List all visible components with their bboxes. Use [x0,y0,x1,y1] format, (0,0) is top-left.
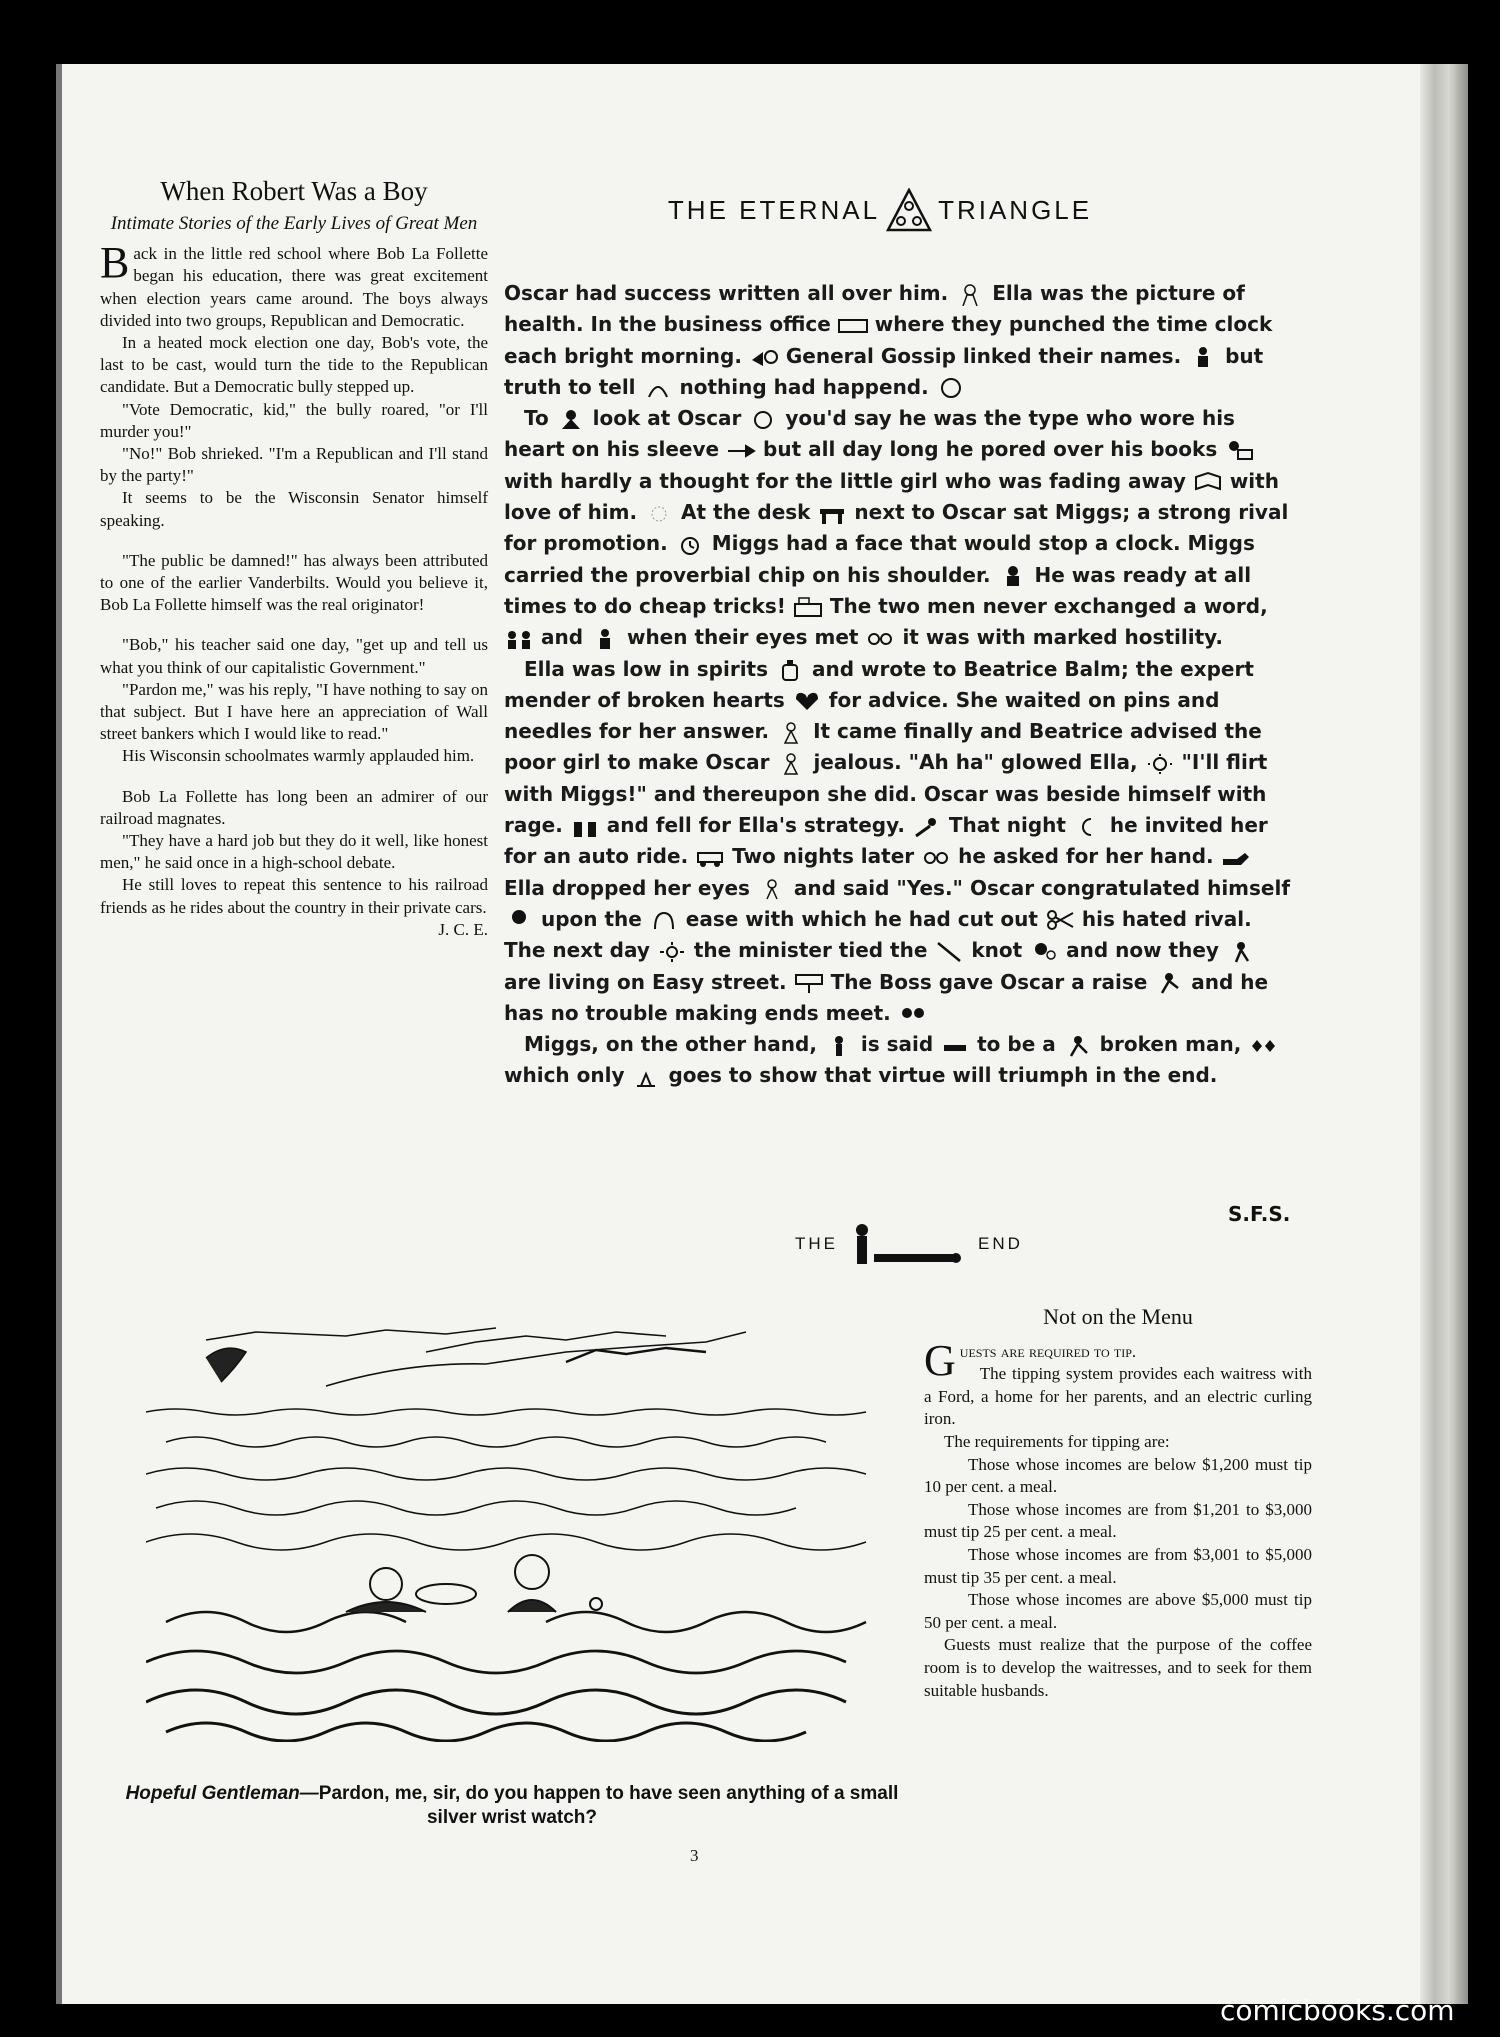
eyes-meet-icon [865,628,895,650]
menu-paragraph: The requirements for tipping are: [944,1431,1170,1451]
living-figure-icon [1226,941,1256,963]
the-end [795,1222,1023,1266]
page-edges [1420,64,1468,2004]
oscar-face-icon [748,409,778,431]
triangle-icon [886,188,932,232]
triangle-title-right: TRIANGLE [938,194,1093,225]
period-clock-icon [936,377,966,399]
knot-figure-icon [934,941,964,963]
robert-paragraph: "Pardon me," was his reply, "I have nothing to say on that subject. But I have here an appreciation of Wall street bankers which I would like to read." [100,679,488,744]
robert-paragraph: "The public be damned!" has always been attributed to one of the earlier Vanderbilts. Would you believe it, Bob La Follette himself was the real originator! [100,550,488,615]
robert-paragraph: "No!" Bob shrieked. "I'm a Republican and I'll stand by the party!" [100,444,488,486]
robert-paragraph: He still loves to repeat this sentence to his railroad friends as he rides about the country in their private cars. [100,875,488,917]
fading-figure-icon [644,503,674,525]
caption-speaker: Hopeful Gentleman— [125,1783,319,1804]
robert-dropcap: B [100,238,130,288]
word-figures-icon [504,628,534,650]
menu-dropcap: G [924,1335,956,1385]
story-paragraph: To look at Oscar you'd say he was the type who wore his heart on his sleeve but all day long he pored over his books with hardly a thought for the little girl who was fading away with love of him. At the desk next to Oscar sat Miggs; a strong rival for promotion. Miggs had a face that would stop a clock. Miggs carried the proverbial chip on his shoulder. He was ready at all times to do cheap tricks! The two men never exchanged a word, and when their eyes met it was with marked hostility. [504,406,1289,650]
ella-figure-icon [776,753,806,775]
night-moon-icon [1073,816,1103,838]
sun-icon [657,941,687,963]
menu-article [924,1306,1312,1702]
self-figure-icon [504,909,534,931]
auto-car-icon [695,847,725,869]
triangle-title [660,188,1100,232]
said-figure-icon [940,1035,970,1057]
writer-figure-icon [955,284,985,306]
two-moons-icon [921,847,951,869]
raise-figure-icon [1154,972,1184,994]
menu-title: Not on the Menu [1043,1304,1193,1329]
stopped-clock-icon [675,534,705,556]
cartoon-caption [112,1782,912,1830]
robert-paragraph: In a heated mock election one day, Bob's vote, the last to be cast, would turn the tide to the Republican candidate. But a Democratic bully stepped up. [100,333,488,397]
robert-paragraph: "Vote Democratic, kid," the bully roared, "or I'll murder you!" [100,399,488,441]
scissors-icon [1045,909,1075,931]
robert-subtitle: Intimate Stories of the Early Lives of Great Men [110,213,478,235]
figure-icon [1188,346,1218,368]
ella-eyes-icon [757,878,787,900]
broken-figure-icon [1063,1035,1093,1057]
reader-figure-icon [1224,440,1254,462]
robert-paragraph: It seems to be the Wisconsin Senator himself speaking. [100,488,488,530]
story-paragraph: Ella was low in spirits and wrote to Beatrice Balm; the expert mender of broken hearts for advice. She waited on pins and needles for her answer. It came finally and Beatrice advised the poor girl to make Oscar jealous. "Ah ha" glowed Ella, "I'll flirt with Miggs!" and thereupon she did. Oscar was beside himself with rage. and fell for Ella's strategy. That night he invited her for an auto ride. Two nights later he asked for her hand. Ella dropped her eyes and said "Yes." Oscar congratulated himself upon the ease with which he had cut out his hated rival. The next day the minister tied the knot and now they are living on Easy street. The Boss gave Oscar a raise and he has no trouble making ends meet. [504,656,1291,1025]
robert-paragraph: "Bob," his teacher said one day, "get up and tell us what you think of our capitalistic Government." [100,635,488,677]
miggs-standing-icon [824,1035,854,1057]
cartoon-illustration [146,1322,888,1742]
triangle-signature: S.F.S. [1228,1202,1291,1226]
robert-paragraph: Back in the little red school where Bob La Follette began his education, there was great excitement when election years came around. The boys always divided into two groups, Republican and Democratic. [100,238,488,330]
robert-paragraph: His Wisconsin schoolmates warmly applauded him. [122,746,475,766]
trick-box-icon [793,596,823,618]
falling-figure-icon [912,816,942,838]
robert-article [100,176,488,941]
watermark: comicbooks.com [1220,1994,1455,2027]
miggs-figure-icon [998,565,1028,587]
the-end-left: THE [795,1234,838,1253]
book-icon [1193,471,1223,493]
figure-icon [590,628,620,650]
story-paragraph: Oscar had success written all over him. Ella was the picture of health. In the business office where they punched the time clock each bright morning. General Gossip linked their names. but truth to tell nothing had happend. [504,281,1273,399]
menu-paragraph: Guests are required to tip. [924,1335,1137,1385]
cards-icon [1248,1035,1278,1057]
heart-sleeve-icon [726,440,756,462]
menu-paragraph: Those whose incomes are below $1,200 must tip 10 per cent. a meal. [924,1454,1312,1497]
menu-paragraph: The tipping system provides each waitress with a Ford, a home for her parents, and an electric curling iron. [924,1364,1312,1429]
spirits-bottle-icon [775,659,805,681]
menu-paragraph: Those whose incomes are from $3,001 to $5,000 must tip 35 per cent. a meal. [924,1544,1312,1587]
menu-paragraph: Guests must realize that the purpose of the coffee room is to develop the waitresses, and to seek for them suitable husbands. [924,1635,1312,1700]
the-end-right: END [978,1234,1023,1253]
easy-street-sign-icon [794,972,824,994]
beatrice-figure-icon [776,722,806,744]
fallen-figures-icon [848,1222,968,1266]
only-figure-icon [631,1066,661,1088]
caption-text: Pardon, me, sir, do you happen to have seen anything of a small silver wrist watch? [318,1783,899,1828]
hand-icon [1221,847,1251,869]
robert-paragraph: Bob La Follette has long been an admirer of our railroad magnates. [100,786,488,828]
swimming-cartoon [146,1322,888,1742]
triangle-title-left: THE ETERNAL [667,194,881,225]
oscar-figure-icon [556,409,586,431]
menu-paragraph: Those whose incomes are above $5,000 must tip 50 per cent. a meal. [924,1590,1312,1632]
ends-meet-figures-icon [898,1003,928,1025]
health-sign-icon [838,315,868,337]
robert-title: When Robert Was a Boy [160,176,428,206]
couple-figure-icon [1029,941,1059,963]
robert-signature: J. C. E. [438,919,488,939]
page-number: 3 [690,1846,699,1865]
gossip-horn-icon [749,346,779,368]
two-figures-icon [570,816,600,838]
triangle-story [504,278,1294,1092]
ease-figure-icon [649,909,679,931]
menu-paragraph: Those whose incomes are from $1,201 to $3,000 must tip 25 per cent. a meal. [924,1499,1312,1542]
broken-heart-icon [792,690,822,712]
desk-icon [817,503,847,525]
robert-paragraph: "They have a hard job but they do it well, like honest men," he said once in a high-school debate. [100,831,488,873]
glowing-face-icon [1145,753,1175,775]
dash-figure-icon [643,377,673,399]
story-paragraph: Miggs, on the other hand, is said to be a broken man, which only goes to show that virtue will triumph in the end. [504,1029,1294,1092]
